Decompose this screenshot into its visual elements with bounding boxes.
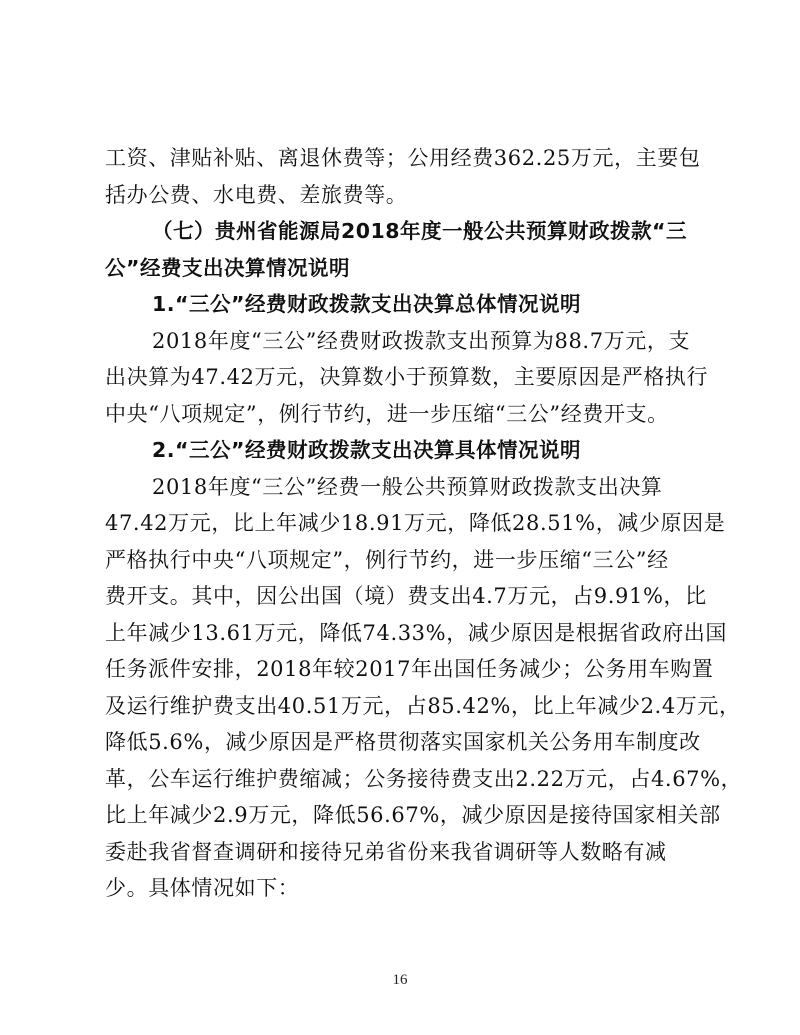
text-line: 比上年减少2.9万元，降低56.67%，减少原因是接待国家相关部	[105, 803, 721, 827]
text-line: 降低5.6%，减少原因是严格贯彻落实国家机关公务用车制度改	[105, 730, 701, 754]
subsection-heading: 2.“三公”经费财政拨款支出决算具体情况说明	[152, 438, 581, 462]
text-line: 2018年度“三公”经费财政拨款支出预算为88.7万元，支	[152, 328, 691, 353]
text-line: 2018年度“三公”经费一般公共预算财政拨款支出决算	[152, 474, 663, 499]
text-line: 严格执行中央“八项规定”，例行节约，进一步压缩“三公”经	[105, 547, 669, 572]
text-line: 革，公车运行维护费缩减；公务接待费支出2.22万元，占4.67%，	[105, 766, 743, 791]
text-line: 任务派件安排，2018年较2017年出国任务减少；公务用车购置	[105, 657, 714, 681]
text-line: 委赴我省督查调研和接待兄弟省份来我省调研等人数略有减	[105, 839, 667, 864]
text-line: 中央“八项规定”，例行节约，进一步压缩“三公”经费开支。	[105, 401, 669, 426]
page-number: 16	[392, 972, 408, 988]
text-line: 及运行维护费支出40.51万元，占85.42%，比上年减少2.4万元，	[105, 693, 741, 718]
text-line: 47.42万元，比上年减少18.91万元，降低28.51%，减少原因是	[105, 511, 726, 535]
text-line: 上年减少13.61万元，降低74.33%，减少原因是根据省政府出国	[105, 620, 727, 645]
subsection-heading: 1.“三公”经费财政拨款支出决算总体情况说明	[152, 292, 581, 316]
document-body	[105, 140, 743, 907]
text-line: 出决算为47.42万元，决算数小于预算数，主要原因是严格执行	[105, 365, 709, 389]
text-line: 少。具体情况如下：	[105, 876, 300, 900]
text-line: 工资、津贴补贴、离退休费等；公用经费362.25万元，主要包	[105, 146, 701, 170]
text-line: 括办公费、水电费、差旅费等。	[105, 182, 408, 207]
text-line: 费开支。其中，因公出国（境）费支出4.7万元，占9.91%，比	[105, 584, 707, 608]
section-heading: （七）贵州省能源局2018年度一般公共预算财政拨款“三	[152, 219, 688, 243]
section-heading-continued: 公”经费支出决算情况说明	[105, 255, 350, 280]
